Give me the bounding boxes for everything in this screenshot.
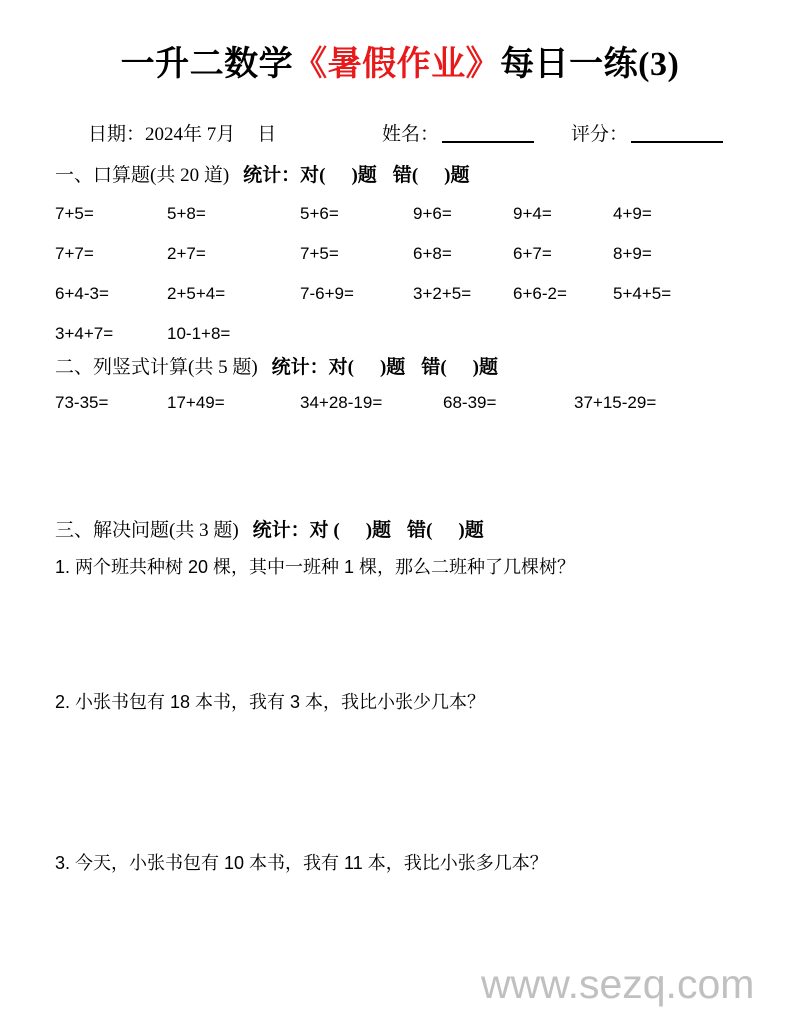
section-1-stat-wrong: 错( (392, 165, 419, 186)
date-value: 2024年 7月 (145, 124, 236, 145)
score-label: 评分： (571, 124, 629, 145)
score-field[interactable] (571, 122, 723, 148)
name-label: 姓名： (382, 124, 440, 145)
section-heading-oral (55, 163, 469, 189)
oral-row (0, 282, 800, 322)
vertical-problem: 17+49= (167, 393, 225, 412)
vertical-problem: 34+28-19= (300, 393, 383, 412)
section-2-stat-wrong: 错( (421, 357, 447, 378)
section-1-stat-correct-suffix: )题 (351, 165, 377, 186)
title-prefix: 一升二数学 (120, 46, 294, 83)
oral-problem: 7+5= (300, 244, 339, 263)
oral-problem: 9+6= (413, 204, 452, 223)
section-3-stat-wrong: 错( (407, 520, 433, 541)
section-3-title: 三、解决问题(共 3 题) (55, 520, 239, 541)
section-1-title: 一、口算题(共 20 道) (55, 165, 230, 186)
oral-problem: 7-6+9= (300, 284, 354, 303)
oral-arithmetic-grid (0, 202, 800, 362)
section-1-stat-wrong-suffix: )题 (444, 165, 470, 186)
oral-problem: 7+5= (55, 204, 94, 223)
section-2-title: 二、列竖式计算(共 5 题) (55, 357, 258, 378)
word-problem: 1. 两个班共种树 20 棵，其中一班种 1 棵，那么二班种了几棵树？ (55, 557, 576, 577)
name-input-blank[interactable] (442, 141, 534, 143)
title-suffix: 每日一练(3) (500, 46, 680, 83)
oral-row (0, 202, 800, 242)
oral-problem: 2+7= (167, 244, 206, 263)
word-problem: 2. 小张书包有 18 本书，我有 3 本，我比小张少几本？ (55, 692, 486, 712)
oral-problem: 3+4+7= (55, 324, 114, 343)
oral-problem: 5+6= (300, 204, 339, 223)
oral-problem: 6+8= (413, 244, 452, 263)
worksheet-meta-row (0, 122, 800, 148)
date-day-unit: 日 (257, 124, 277, 145)
section-2-stat-wrong-suffix: )题 (472, 357, 498, 378)
page-title (0, 43, 800, 87)
section-3-stat-wrong-suffix: )题 (458, 520, 484, 541)
section-2-stat-correct: 统计：对( (271, 357, 354, 378)
section-3-stat-correct-suffix: )题 (365, 520, 392, 541)
oral-problem: 6+6-2= (513, 284, 567, 303)
oral-problem: 10-1+8= (167, 324, 231, 343)
oral-problem: 5+8= (167, 204, 206, 223)
oral-problem: 6+7= (513, 244, 552, 263)
word-problem: 3. 今天，小张书包有 10 本书，我有 11 本，我比小张多几本？ (55, 853, 548, 873)
oral-problem: 3+2+5= (413, 284, 472, 303)
site-watermark: www.sezq.com (481, 961, 755, 1007)
vertical-calculation-row (0, 391, 800, 421)
date-field (88, 122, 276, 148)
oral-problem: 4+9= (613, 204, 652, 223)
name-field[interactable] (382, 122, 534, 148)
oral-problem: 9+4= (513, 204, 552, 223)
vertical-problem: 68-39= (443, 393, 497, 412)
section-1-stat-correct: 统计：对( (243, 165, 326, 186)
oral-problem: 8+9= (613, 244, 652, 263)
oral-row (0, 242, 800, 282)
section-heading-vertical (55, 355, 498, 381)
vertical-problem: 37+15-29= (574, 393, 657, 412)
oral-problem: 7+7= (55, 244, 94, 263)
date-label: 日期： (88, 124, 146, 145)
section-heading-word-problems (55, 518, 484, 544)
oral-problem: 6+4-3= (55, 284, 109, 303)
section-3-stat-correct: 统计：对 ( (252, 520, 340, 541)
vertical-problem: 73-35= (55, 393, 109, 412)
title-red-segment: 《暑假作业》 (293, 46, 501, 83)
score-input-blank[interactable] (631, 141, 723, 143)
oral-problem: 2+5+4= (167, 284, 226, 303)
section-2-stat-correct-suffix: )题 (379, 357, 406, 378)
oral-problem: 5+4+5= (613, 284, 672, 303)
